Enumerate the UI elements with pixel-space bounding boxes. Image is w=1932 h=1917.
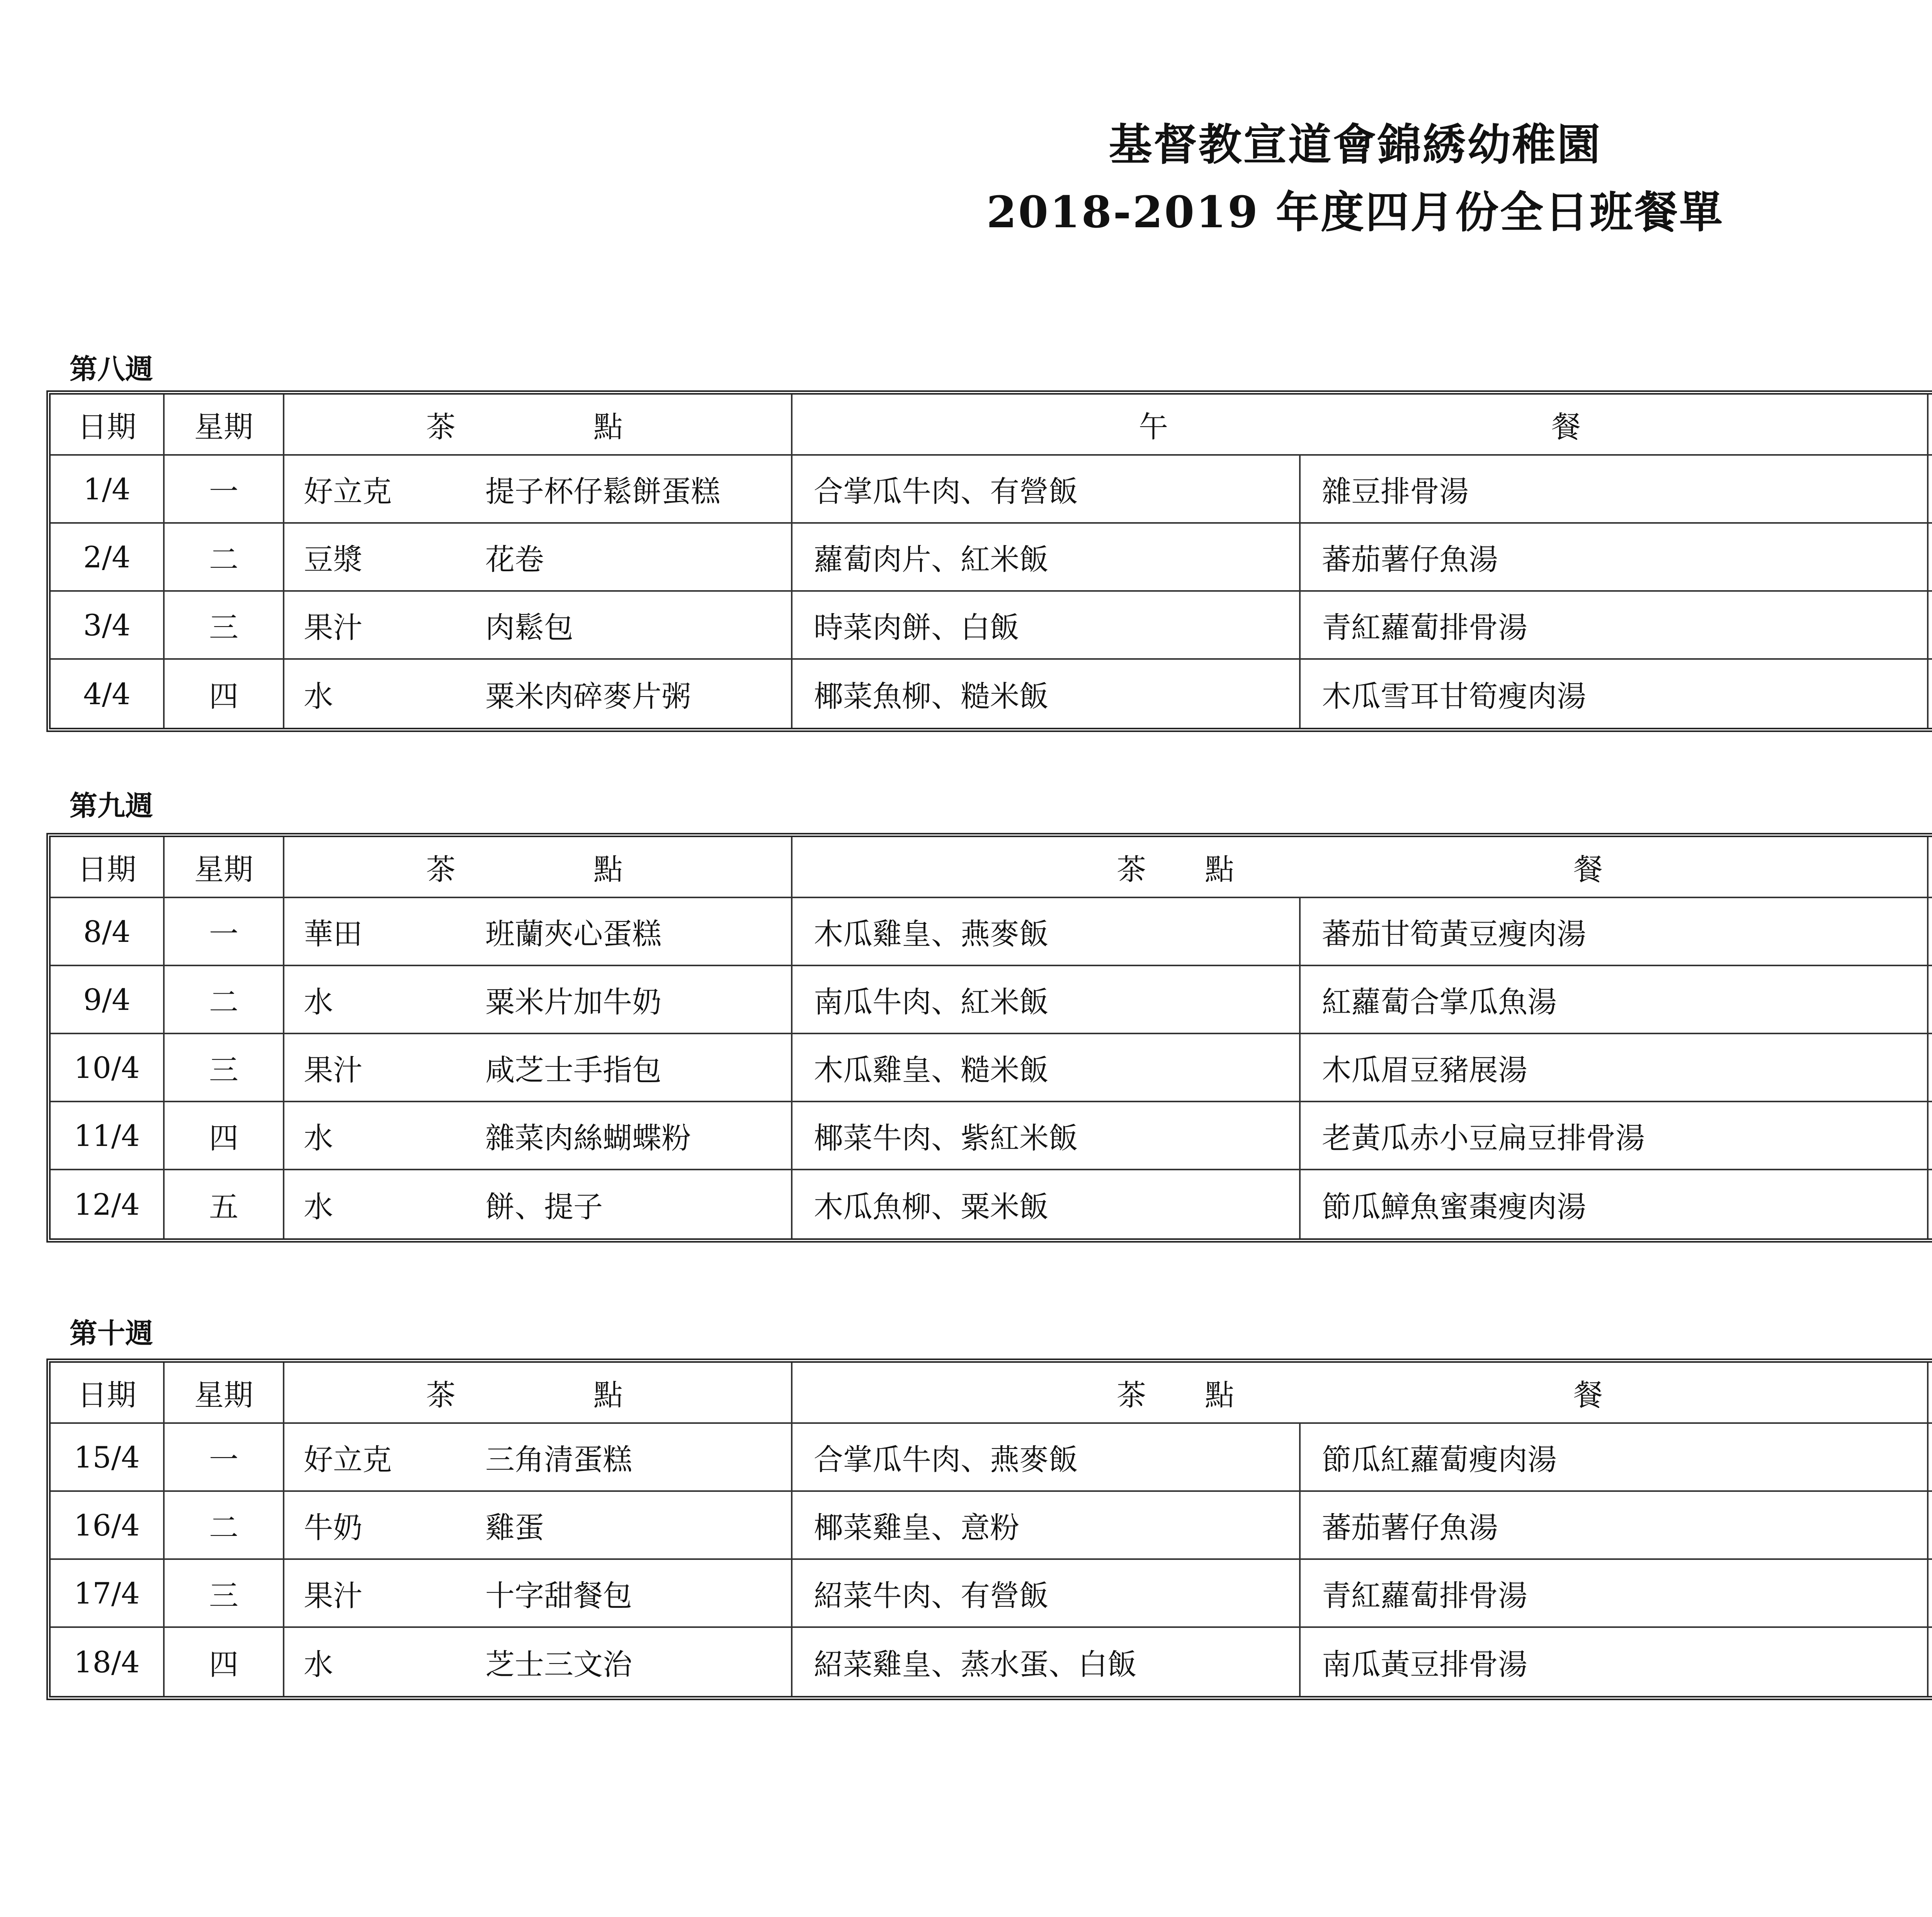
week-9-label: 第九週 — [70, 789, 153, 822]
week-9-table — [46, 833, 1932, 1243]
lunch-main: 椰菜魚柳、糙米飯 — [793, 660, 1301, 728]
weekday-cell: 一 — [165, 456, 284, 522]
fruit-cell — [1929, 1628, 1932, 1696]
tea-drink: 水 — [304, 679, 333, 713]
tea-snack: 粟米肉碎麥片粥 — [485, 679, 691, 713]
col-tea-header: 茶 點 — [284, 395, 793, 454]
tea-drink: 果汁 — [304, 1578, 362, 1613]
fruit-cell — [1929, 1560, 1932, 1626]
lunch-cell — [793, 1170, 1929, 1238]
lunch-soup: 木瓜雪耳甘筍瘦肉湯 — [1322, 679, 1586, 713]
table-row — [51, 592, 1932, 660]
lunch-cell — [793, 524, 1929, 590]
lunch-soup: 南瓜黃豆排骨湯 — [1322, 1647, 1527, 1682]
lunch-soup: 蕃茄薯仔魚湯 — [1322, 1510, 1498, 1545]
tea-snack: 雜菜肉絲蝴蝶粉 — [485, 1120, 691, 1155]
table-row — [51, 456, 1932, 524]
table-row — [51, 1560, 1932, 1628]
lunch-main: 椰菜牛肉、紫紅米飯 — [793, 1102, 1301, 1169]
tea-drink: 好立克 — [304, 1442, 392, 1477]
lunch-soup: 青紅蘿蔔排骨湯 — [1322, 1578, 1527, 1613]
lunch-cell — [793, 456, 1929, 522]
fruit-cell — [1929, 592, 1932, 658]
lunch-soup: 老黃瓜赤小豆扁豆排骨湯 — [1322, 1120, 1645, 1155]
weekday-cell: 四 — [165, 1628, 284, 1696]
col-fruit-header — [1929, 837, 1932, 897]
fruit-cell — [1929, 660, 1932, 728]
table-row — [51, 966, 1932, 1034]
weekday-cell: 三 — [165, 592, 284, 658]
table-row — [51, 898, 1932, 966]
weekday-cell: 二 — [165, 1492, 284, 1558]
table-header — [51, 1363, 1932, 1424]
weekday-cell: 四 — [165, 1102, 284, 1169]
col-weekday-header: 星期 — [165, 395, 284, 454]
tea-drink: 好立克 — [304, 474, 392, 509]
date-cell: 9/4 — [51, 966, 165, 1033]
tea-snack: 芝士三文治 — [485, 1647, 632, 1682]
tea-cell — [284, 1492, 793, 1558]
tea-cell — [284, 898, 793, 965]
weekday-cell: 五 — [165, 1170, 284, 1238]
lunch-soup: 蕃茄薯仔魚湯 — [1322, 542, 1498, 577]
weekday-cell: 二 — [165, 524, 284, 590]
tea-cell — [284, 1102, 793, 1169]
table-row — [51, 1424, 1932, 1492]
tea-cell — [284, 592, 793, 658]
table-row — [51, 1170, 1932, 1238]
week-8-table — [46, 390, 1932, 732]
tea-snack: 粟米片加牛奶 — [485, 984, 662, 1019]
lunch-main: 紹菜牛肉、有營飯 — [793, 1560, 1301, 1626]
fruit-cell — [1929, 1034, 1932, 1101]
lunch-main: 蘿蔔肉片、紅米飯 — [793, 524, 1301, 590]
date-cell: 10/4 — [51, 1034, 165, 1101]
date-cell: 15/4 — [51, 1424, 165, 1490]
lunch-main: 合掌瓜牛肉、燕麥飯 — [793, 1424, 1301, 1490]
col-fruit-header — [1929, 1363, 1932, 1422]
lunch-cell — [793, 1424, 1929, 1490]
lunch-header-a: 午 — [1139, 409, 1168, 444]
tea-drink: 水 — [304, 984, 333, 1019]
col-weekday-header: 星期 — [165, 837, 284, 897]
tea-drink: 豆漿 — [304, 542, 362, 577]
date-cell: 3/4 — [51, 592, 165, 658]
tea-snack: 十字甜餐包 — [485, 1578, 632, 1613]
fruit-cell — [1929, 966, 1932, 1033]
fruit-cell — [1929, 1492, 1932, 1558]
lunch-cell — [793, 898, 1929, 965]
fruit-cell — [1929, 1102, 1932, 1169]
table-row — [51, 1102, 1932, 1170]
week-10-table — [46, 1359, 1932, 1700]
tea-cell — [284, 1034, 793, 1101]
tea-cell — [284, 524, 793, 590]
col-lunch-header — [793, 395, 1929, 454]
col-lunch-header — [793, 1363, 1929, 1422]
fruit-cell — [1929, 524, 1932, 590]
tea-drink: 華田 — [304, 916, 362, 951]
col-weekday-header: 星期 — [165, 1363, 284, 1422]
lunch-main: 合掌瓜牛肉、有營飯 — [793, 456, 1301, 522]
weekday-cell: 二 — [165, 966, 284, 1033]
tea-snack: 肉鬆包 — [485, 610, 573, 645]
table-row — [51, 660, 1932, 728]
fruit-cell — [1929, 898, 1932, 965]
tea-snack: 提子杯仔鬆餅蛋糕 — [485, 474, 720, 509]
lunch-soup: 節瓜鱆魚蜜棗瘦肉湯 — [1322, 1189, 1586, 1224]
tea-snack: 雞蛋 — [485, 1510, 544, 1545]
lunch-soup: 雜豆排骨湯 — [1322, 474, 1469, 509]
tea-cell — [284, 1424, 793, 1490]
lunch-cell — [793, 1034, 1929, 1101]
col-fruit-header — [1929, 395, 1932, 454]
fruit-cell — [1929, 456, 1932, 522]
lunch-header-b: 餐 — [1573, 1377, 1603, 1412]
lunch-soup: 節瓜紅蘿蔔瘦肉湯 — [1322, 1442, 1557, 1477]
lunch-cell — [793, 1560, 1929, 1626]
lunch-cell — [793, 966, 1929, 1033]
lunch-header-a: 茶 點 — [1117, 1377, 1234, 1412]
lunch-main: 木瓜雞皇、糙米飯 — [793, 1034, 1301, 1101]
date-cell: 18/4 — [51, 1628, 165, 1696]
tea-snack: 餅、提子 — [485, 1189, 603, 1224]
col-lunch-header — [793, 837, 1929, 897]
date-cell: 2/4 — [51, 524, 165, 590]
tea-cell — [284, 1560, 793, 1626]
tea-snack: 班蘭夾心蛋糕 — [485, 916, 662, 951]
tea-drink: 果汁 — [304, 1052, 362, 1087]
weekday-cell: 一 — [165, 1424, 284, 1490]
lunch-soup: 青紅蘿蔔排骨湯 — [1322, 610, 1527, 645]
lunch-cell — [793, 1628, 1929, 1696]
col-date-header: 日期 — [51, 837, 165, 897]
date-cell: 1/4 — [51, 456, 165, 522]
lunch-header-a: 茶 點 — [1117, 852, 1234, 887]
weekday-cell: 一 — [165, 898, 284, 965]
lunch-header-b: 餐 — [1551, 409, 1581, 444]
date-cell: 12/4 — [51, 1170, 165, 1238]
lunch-main: 紹菜雞皇、蒸水蛋、白飯 — [793, 1628, 1301, 1696]
col-tea-header: 茶 點 — [284, 1363, 793, 1422]
date-cell: 17/4 — [51, 1560, 165, 1626]
tea-snack: 花卷 — [485, 542, 544, 577]
lunch-cell — [793, 592, 1929, 658]
table-row — [51, 1034, 1932, 1102]
date-cell: 11/4 — [51, 1102, 165, 1169]
tea-drink: 水 — [304, 1189, 333, 1224]
weekday-cell: 四 — [165, 660, 284, 728]
tea-cell — [284, 1170, 793, 1238]
tea-drink: 水 — [304, 1647, 333, 1682]
tea-cell — [284, 966, 793, 1033]
tea-snack: 三角清蛋糕 — [485, 1442, 632, 1477]
weekday-cell: 三 — [165, 1034, 284, 1101]
table-header — [51, 837, 1932, 898]
col-date-header: 日期 — [51, 1363, 165, 1422]
tea-cell — [284, 660, 793, 728]
weekday-cell: 三 — [165, 1560, 284, 1626]
lunch-cell — [793, 660, 1929, 728]
table-header — [51, 395, 1932, 456]
menu-title: 2018-2019 年度四月份全日班餐單 — [986, 187, 1724, 238]
tea-snack: 咸芝士手指包 — [485, 1052, 662, 1087]
col-tea-header: 茶 點 — [284, 837, 793, 897]
tea-drink: 牛奶 — [304, 1510, 362, 1545]
week-10-label: 第十週 — [70, 1317, 153, 1350]
week-8-label: 第八週 — [70, 352, 153, 385]
lunch-main: 時菜肉餅、白飯 — [793, 592, 1301, 658]
tea-cell — [284, 456, 793, 522]
fruit-cell — [1929, 1170, 1932, 1238]
school-name: 基督教宣道會錦綉幼稚園 — [1109, 119, 1602, 170]
tea-cell — [284, 1628, 793, 1696]
lunch-soup: 紅蘿蔔合掌瓜魚湯 — [1322, 984, 1557, 1019]
date-cell: 8/4 — [51, 898, 165, 965]
table-row — [51, 1492, 1932, 1560]
lunch-soup: 木瓜眉豆豬展湯 — [1322, 1052, 1527, 1087]
fruit-cell — [1929, 1424, 1932, 1490]
lunch-main: 南瓜牛肉、紅米飯 — [793, 966, 1301, 1033]
tea-drink: 果汁 — [304, 610, 362, 645]
lunch-main: 木瓜魚柳、粟米飯 — [793, 1170, 1301, 1238]
lunch-soup: 蕃茄甘筍黃豆瘦肉湯 — [1322, 916, 1586, 951]
table-row — [51, 1628, 1932, 1696]
lunch-main: 椰菜雞皇、意粉 — [793, 1492, 1301, 1558]
tea-drink: 水 — [304, 1120, 333, 1155]
lunch-main: 木瓜雞皇、燕麥飯 — [793, 898, 1301, 965]
lunch-cell — [793, 1102, 1929, 1169]
date-cell: 16/4 — [51, 1492, 165, 1558]
date-cell: 4/4 — [51, 660, 165, 728]
col-date-header: 日期 — [51, 395, 165, 454]
table-row — [51, 524, 1932, 592]
lunch-header-b: 餐 — [1573, 852, 1603, 887]
lunch-cell — [793, 1492, 1929, 1558]
